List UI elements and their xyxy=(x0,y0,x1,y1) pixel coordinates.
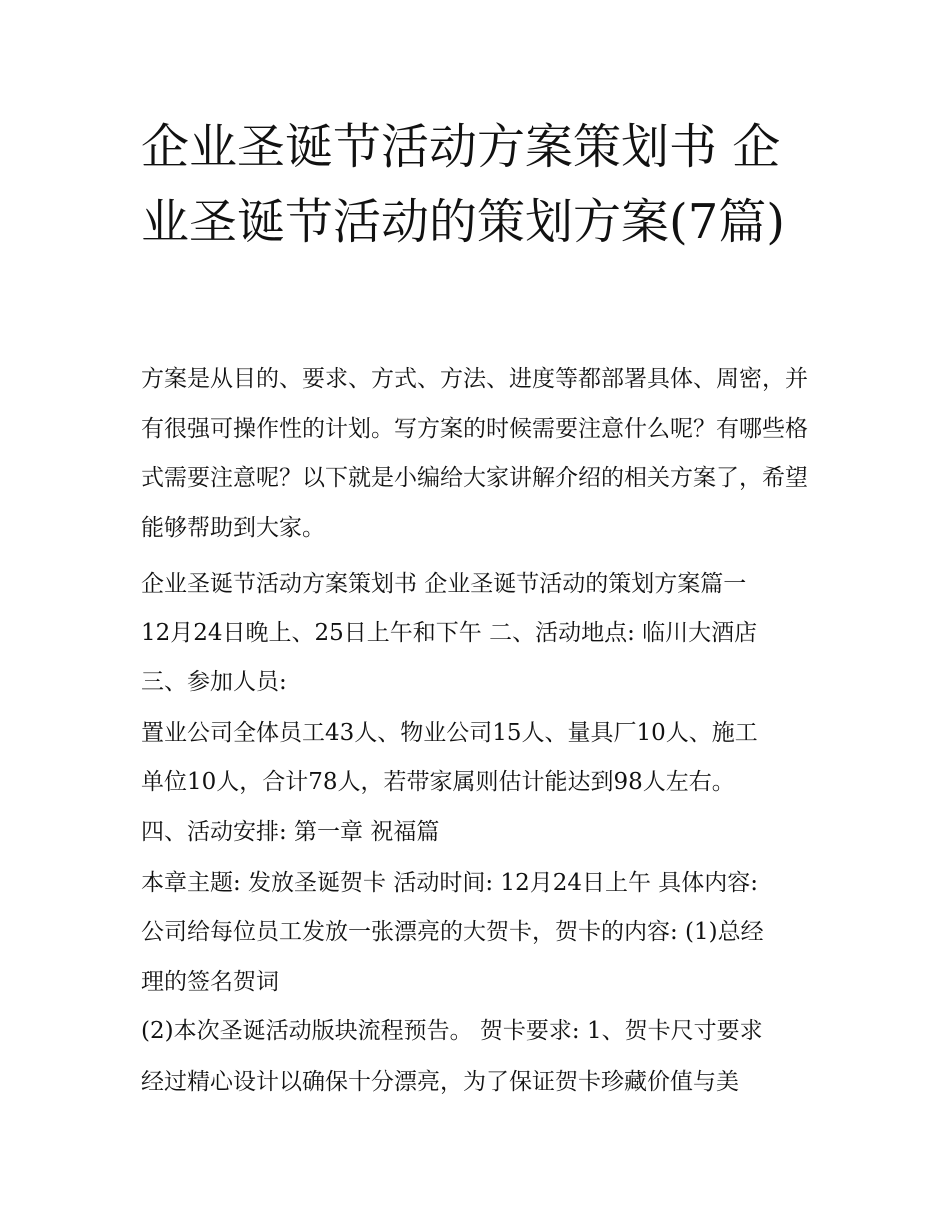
text-line: 四、活动安排: 第一章 祝福篇 xyxy=(141,819,440,845)
intro-paragraph: 方案是从目的、要求、方式、方法、进度等都部署具体、周密，并有很强可操作性的计划。写方案的时候需要注意什么呢？有哪些格式需要注意呢？以下就是小编给大家讲解介绍的相关方案了，希望能够帮助到大家。 xyxy=(141,366,808,541)
text-line: 单位10人，合计78人，若带家属则估计能达到98人左右。 xyxy=(141,769,735,795)
text-line: 本章主题: 发放圣诞贺卡 活动时间: 12月24日上午 具体内容: xyxy=(141,870,759,896)
text-line: 三、参加人员: xyxy=(141,669,287,695)
text-line: 经过精心设计以确保十分漂亮，为了保证贺卡珍藏价值与美 xyxy=(141,1069,739,1095)
text-line: 企业圣诞节活动方案策划书 企业圣诞节活动的策划方案篇一 xyxy=(141,571,747,597)
text-line: 公司给每位员工发放一张漂亮的大贺卡，贺卡的内容: (1)总经 xyxy=(141,919,764,945)
text-line: (2)本次圣诞活动版块流程预告。 贺卡要求: 1、贺卡尺寸要求 xyxy=(141,1018,763,1044)
text-line: 置业公司全体员工43人、物业公司15人、量具厂10人、施工 xyxy=(141,720,758,746)
text-line: 12月24日晚上、25日上午和下午 二、活动地点: 临川大酒店 xyxy=(141,620,758,646)
document-title: 企业圣诞节活动方案策划书 企业圣诞节活动的策划方案(7篇) xyxy=(141,119,785,250)
text-line: 理的签名贺词 xyxy=(141,969,279,995)
